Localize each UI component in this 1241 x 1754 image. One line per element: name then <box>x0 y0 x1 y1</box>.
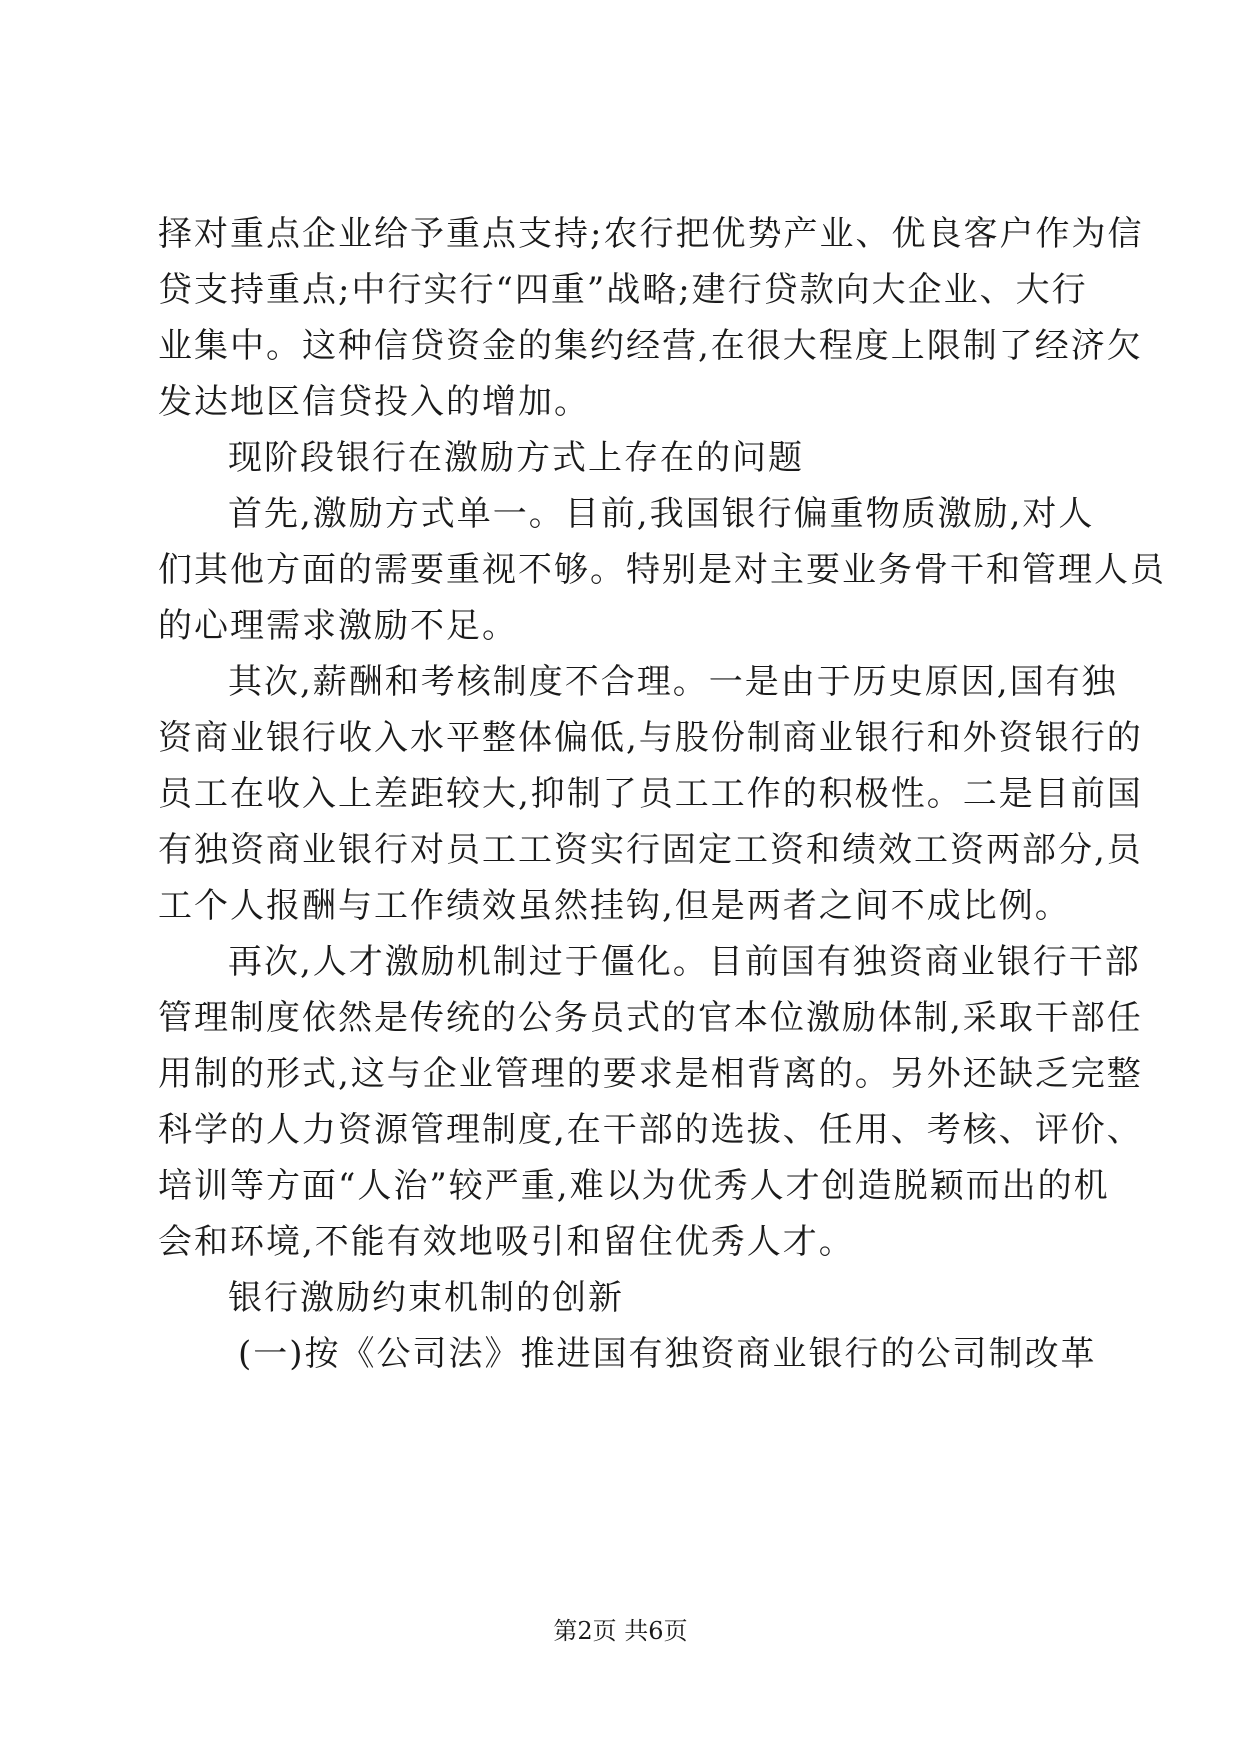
paragraph-4-line-4: 科学的人力资源管理制度,在干部的选拔、任用、考核、评价、 <box>158 1110 1143 1150</box>
paragraph-1-line-3: 业集中。这种信贷资金的集约经营,在很大程度上限制了经济欠 <box>158 326 1143 366</box>
page-footer: 第2页 共6页 <box>553 1617 688 1645</box>
paragraph-3-line-1: 其次,薪酬和考核制度不合理。一是由于历史原因,国有独 <box>228 662 1118 702</box>
paragraph-3-line-4: 有独资商业银行对员工工资实行固定工资和绩效工资两部分,员 <box>158 830 1143 870</box>
section-heading-1: 现阶段银行在激励方式上存在的问题 <box>228 438 804 478</box>
paragraph-4-line-1: 再次,人才激励机制过于僵化。目前国有独资商业银行干部 <box>228 942 1141 982</box>
section-heading-2: 银行激励约束机制的创新 <box>228 1278 624 1318</box>
paragraph-1-line-2: 贷支持重点;中行实行“四重”战略;建行贷款向大企业、大行 <box>158 270 1088 310</box>
paragraph-4-line-6: 会和环境,不能有效地吸引和留住优秀人才。 <box>158 1222 855 1262</box>
numbered-item-1: (一)按《公司法》推进国有独资商业银行的公司制改革 <box>238 1334 1097 1374</box>
paragraph-2-line-2: 们其他方面的需要重视不够。特别是对主要业务骨干和管理人员 <box>158 550 1166 590</box>
paragraph-3-line-5: 工个人报酬与工作绩效虽然挂钩,但是两者之间不成比例。 <box>158 886 1071 926</box>
paragraph-1-line-1: 择对重点企业给予重点支持;农行把优势产业、优良客户作为信 <box>158 214 1144 254</box>
paragraph-1-line-4: 发达地区信贷投入的增加。 <box>158 382 590 422</box>
paragraph-2-line-1: 首先,激励方式单一。目前,我国银行偏重物质激励,对人 <box>228 494 1095 534</box>
paragraph-2-line-3: 的心理需求激励不足。 <box>158 606 518 646</box>
paragraph-4-line-2: 管理制度依然是传统的公务员式的官本位激励体制,采取干部任 <box>158 998 1143 1038</box>
paragraph-4-line-5: 培训等方面“人治”较严重,难以为优秀人才创造脱颖而出的机 <box>158 1166 1110 1206</box>
paragraph-4-line-3: 用制的形式,这与企业管理的要求是相背离的。另外还缺乏完整 <box>158 1054 1143 1094</box>
paragraph-3-line-3: 员工在收入上差距较大,抑制了员工工作的积极性。二是目前国 <box>158 774 1143 814</box>
paragraph-3-line-2: 资商业银行收入水平整体偏低,与股份制商业银行和外资银行的 <box>158 718 1143 758</box>
